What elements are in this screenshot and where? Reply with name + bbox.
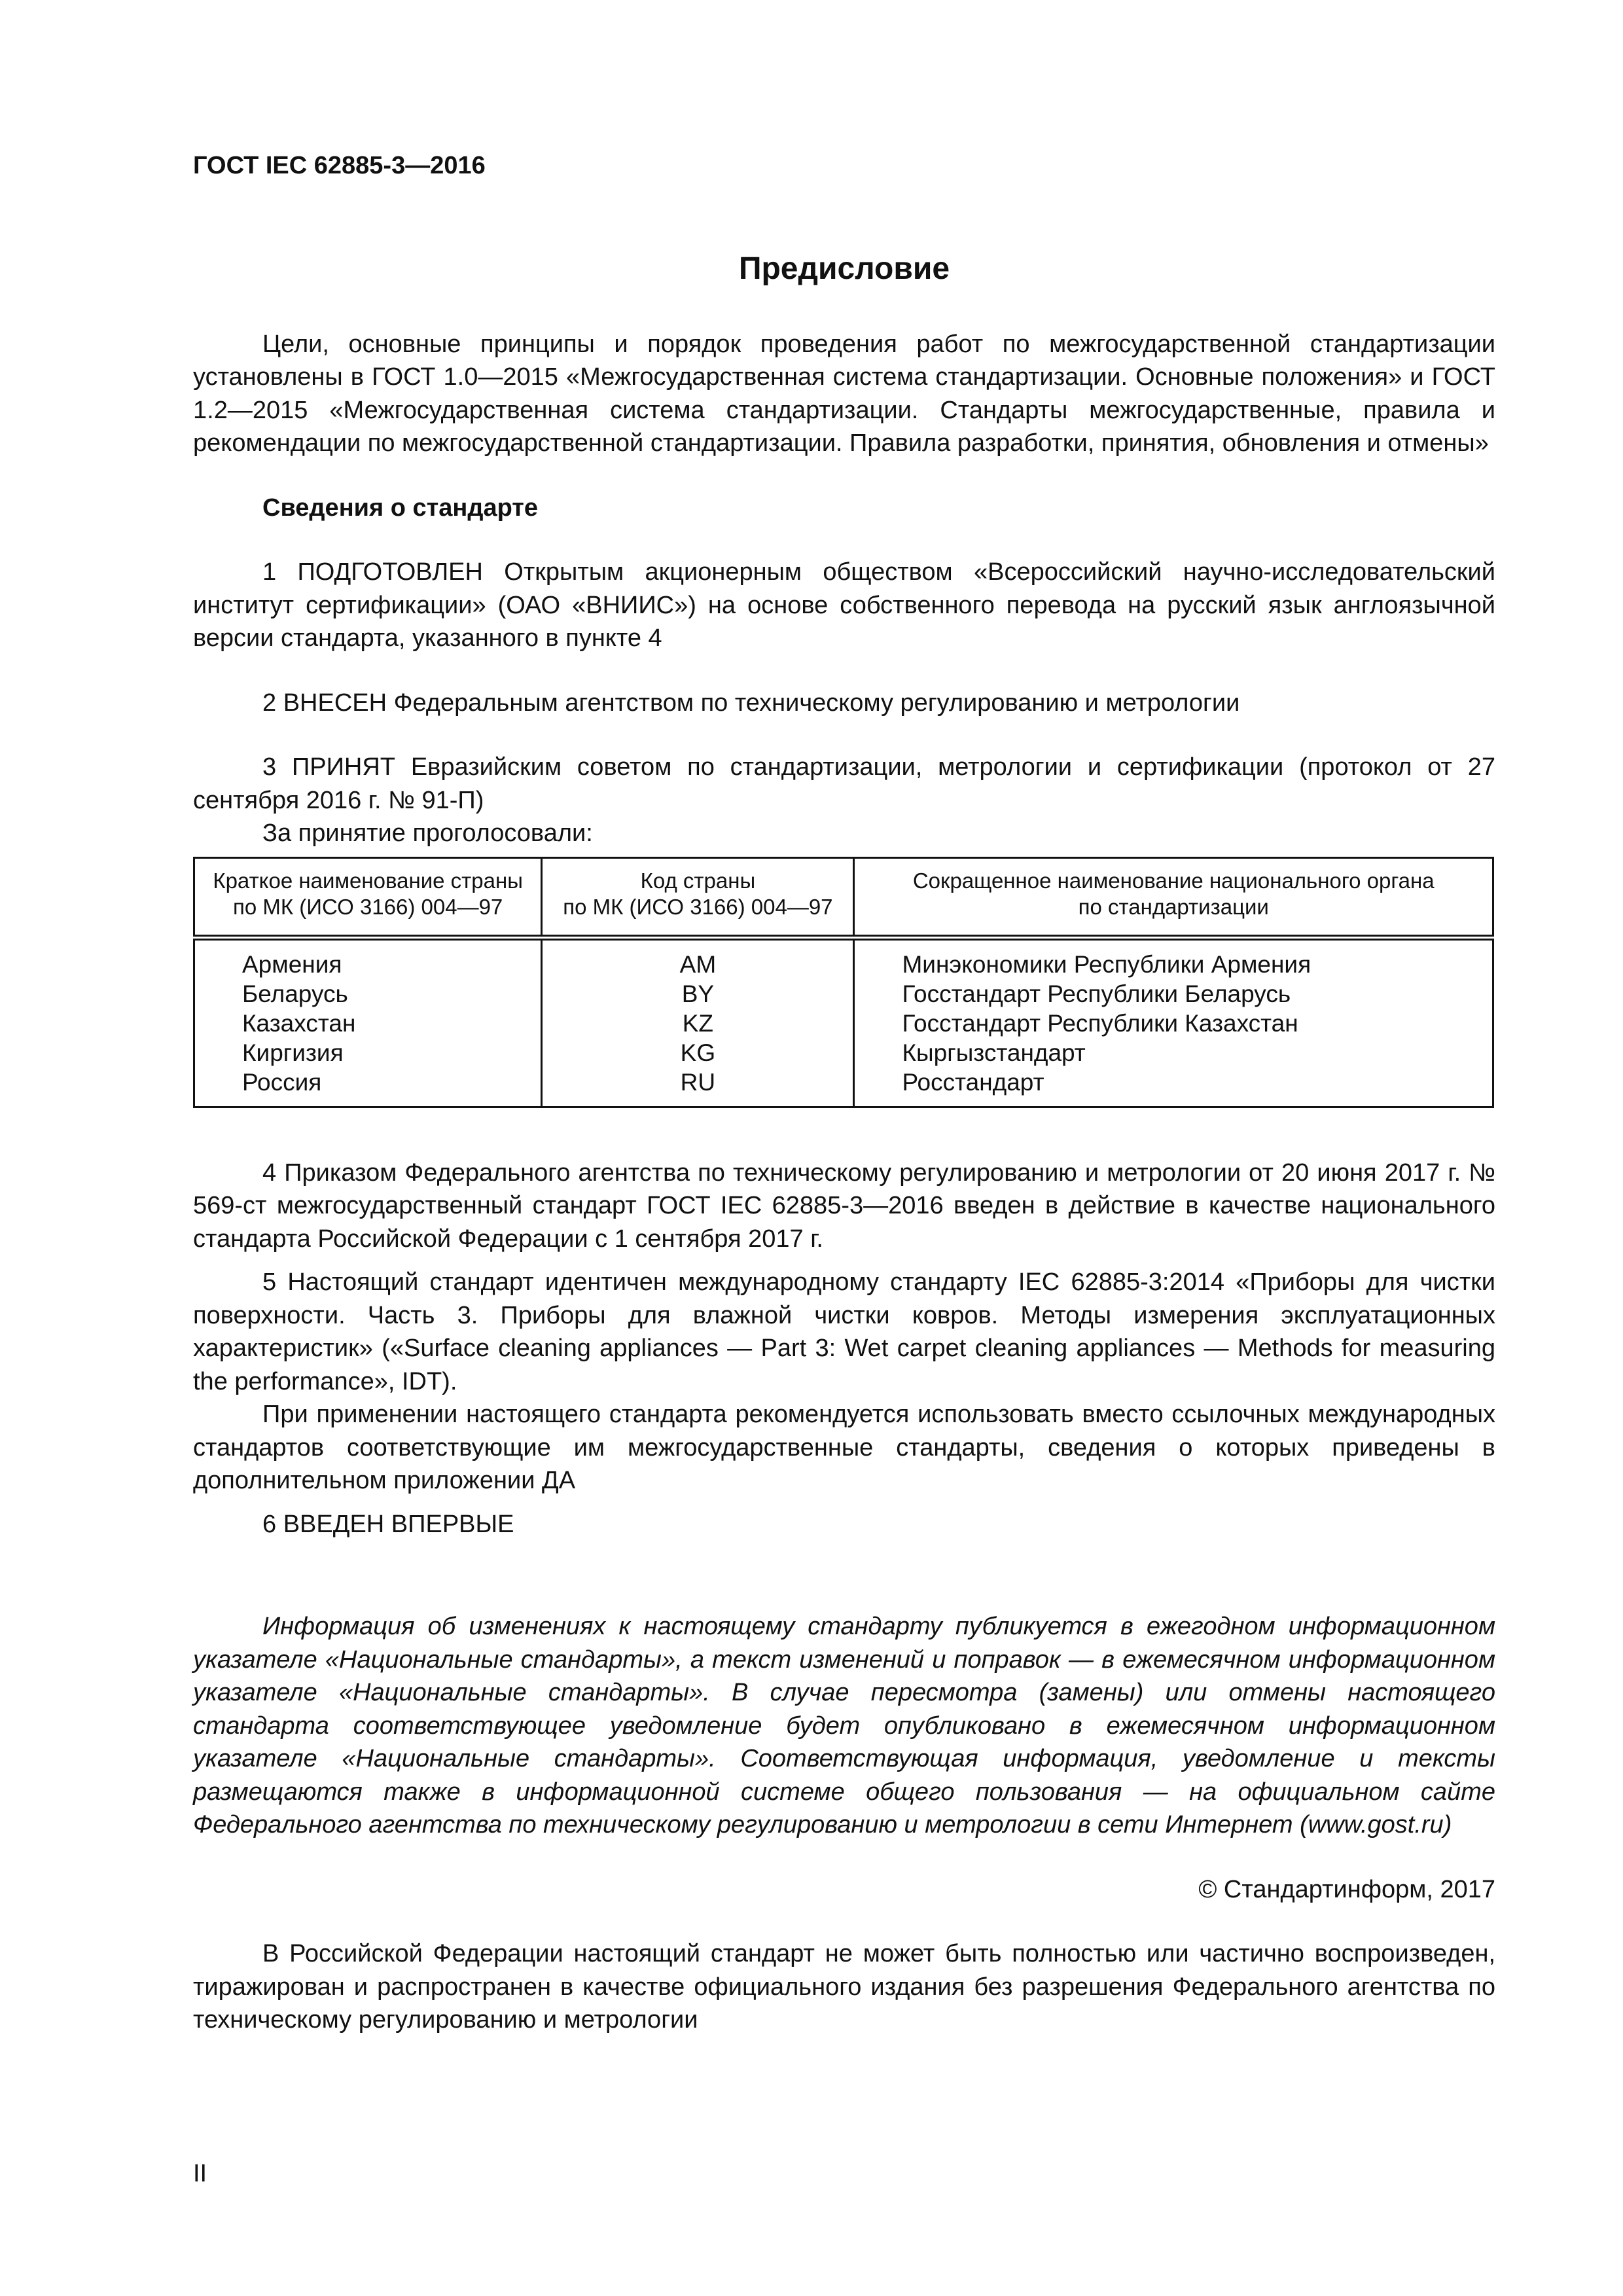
item-6: 6 ВВЕДЕН ВПЕРВЫЕ: [262, 1510, 514, 1538]
change-info-paragraph: Информация об изменениях к настоящему стандарту публикуется в ежегодном информационном указателе «Национальные стандарты», а текст изменений и поправок — в ежемесячном информационном указателе «Национальные стандарты». В случае пересмотра (замены) или отмены настоящего стандарта соответствующее уведомление будет опубликовано в ежемесячном информационном указателе «Национальные стандарты». Соответствующая информация, уведомление и тексты размещаются также в информационной системе общего пользования — на официальном сайте Федерального агентства по техническому регулированию и метрологии в сети Интернет (www.gost.ru): [193, 1613, 1495, 1839]
country-cell: Армения: [194, 937, 542, 979]
header-body-line1: Сокращенное наименование национального органа: [912, 868, 1435, 893]
body-cell: Росстандарт: [854, 1067, 1493, 1107]
page-content: [193, 149, 1495, 2037]
country-cell: Казахстан: [194, 1009, 542, 1038]
item-3-vote-label: За принятие проголосовали:: [262, 819, 593, 847]
voting-table: [193, 857, 1494, 1108]
header-code: [542, 857, 854, 937]
legal-paragraph: В Российской Федерации настоящий стандарт не может быть полностью или частично воспроизведен, тиражирован и распространен в качестве официального издания без разрешения Федерального агентства по техническому регулированию и метрологии: [193, 1940, 1495, 2034]
code-cell: KG: [542, 1038, 854, 1067]
header-code-line2: по МК (ИСО 3166) 004—97: [563, 894, 833, 919]
header-body: [854, 857, 1493, 937]
intro-paragraph: Цели, основные принципы и порядок проведения работ по межгосударственной стандартизации установлены в ГОСТ 1.0—2015 «Межгосударственная система стандартизации. Основные положения» и ГОСТ 1.2—2015 «Межгосударственная система стандартизации. Стандарты межгосударственные, правила и рекомендации по межгосударственной стандартизации. Правила разработки, принятия, обновления и отмены»: [193, 330, 1495, 457]
page-number: II: [193, 2160, 207, 2187]
document-code: ГОСТ IEC 62885-3—2016: [193, 152, 486, 179]
header-code-line1: Код страны: [640, 868, 756, 893]
code-cell: RU: [542, 1067, 854, 1107]
body-cell: Госстандарт Республики Казахстан: [854, 1009, 1493, 1038]
body-cell: Кыргызстандарт: [854, 1038, 1493, 1067]
section-heading: Сведения о стандарте: [262, 493, 539, 522]
page-title: Предисловие: [738, 251, 950, 286]
header-country: [194, 857, 542, 937]
item-3: 3 ПРИНЯТ Евразийским советом по стандартизации, метрологии и сертификации (протокол от 27 сентября 2016 г. № 91-П): [193, 753, 1495, 814]
header-body-line2: по стандартизации: [1078, 894, 1269, 919]
country-cell: Киргизия: [194, 1038, 542, 1067]
code-cell: BY: [542, 979, 854, 1009]
table-row: [194, 937, 1493, 979]
table-row: [194, 1009, 1493, 1038]
table-row: [194, 1038, 1493, 1067]
item-1: 1 ПОДГОТОВЛЕН Открытым акционерным обществом «Всероссийский научно-исследовательский институт сертификации» (ОАО «ВНИИС») на основе собственного перевода на русский язык англоязычной версии стандарта, указанного в пункте 4: [193, 558, 1495, 652]
item-5-note: При применении настоящего стандарта рекомендуется использовать вместо ссылочных международных стандартов соответствующие им межгосударственные стандарты, сведения о которых приведены в дополнительном приложении ДА: [193, 1401, 1495, 1494]
code-cell: AM: [542, 937, 854, 979]
table-row: [194, 1067, 1493, 1107]
copyright-line: © Стандартинформ, 2017: [1198, 1875, 1495, 1903]
country-cell: Беларусь: [194, 979, 542, 1009]
header-country-line1: Краткое наименование страны: [213, 868, 523, 893]
header-country-line2: по МК (ИСО 3166) 004—97: [233, 894, 503, 919]
table-row: [194, 979, 1493, 1009]
item-2: 2 ВНЕСЕН Федеральным агентством по техническому регулированию и метрологии: [262, 689, 1240, 717]
country-cell: Россия: [194, 1067, 542, 1107]
item-5: 5 Настоящий стандарт идентичен международному стандарту IEC 62885-3:2014 «Приборы для чистки поверхности. Часть 3. Приборы для влажной чистки ковров. Методы измерения эксплуатационных характеристик» («Surface cleaning appliances — Part 3: Wet carpet cleaning appliances — Methods for measuring the performance», IDT).: [193, 1268, 1495, 1395]
body-cell: Госстандарт Республики Беларусь: [854, 979, 1493, 1009]
body-cell: Минэкономики Республики Армения: [854, 937, 1493, 979]
table-header-row: [194, 857, 1493, 937]
item-4: 4 Приказом Федерального агентства по техническому регулированию и метрологии от 20 июня 2017 г. № 569-ст межгосударственный стандарт ГОСТ IEC 62885-3—2016 введен в действие в качестве национального стандарта Российской Федерации с 1 сентября 2017 г.: [193, 1158, 1495, 1253]
code-cell: KZ: [542, 1009, 854, 1038]
